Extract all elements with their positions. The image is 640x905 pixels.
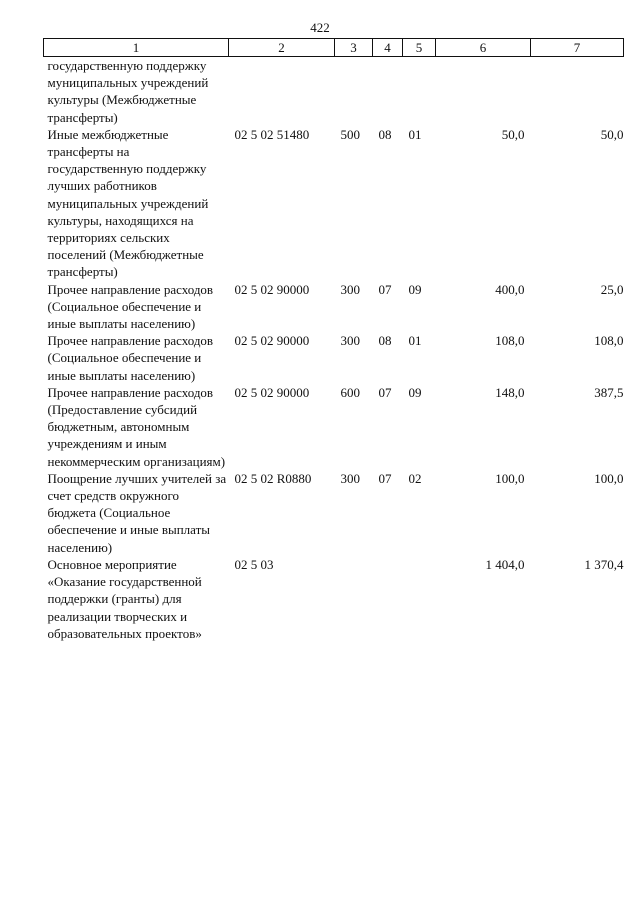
row-col-5: 01 xyxy=(408,333,422,349)
row-col-6: 1 404,0 xyxy=(485,556,525,572)
row-col-3 xyxy=(335,57,373,126)
row-col-5 xyxy=(403,556,436,642)
header-col-1: 1 xyxy=(44,39,229,57)
row-code: 02 5 02 90000 xyxy=(234,333,310,349)
row-col-4: 07 xyxy=(378,384,392,400)
table-row xyxy=(44,332,624,384)
row-col-4: 07 xyxy=(378,470,392,486)
row-col-3: 300 xyxy=(340,281,360,297)
table-row xyxy=(44,556,624,642)
row-code: 02 5 03 xyxy=(234,556,274,572)
row-col-4: 08 xyxy=(378,126,392,142)
row-col-7 xyxy=(531,57,624,126)
table-row xyxy=(44,57,624,126)
row-code: 02 5 02 R0880 xyxy=(234,470,312,486)
row-col-6: 100,0 xyxy=(495,470,525,486)
row-col-4 xyxy=(373,556,403,642)
table-row xyxy=(44,126,624,281)
row-name: Прочее направление расходов (Социальное обеспечение и иные выплаты населению) xyxy=(47,333,214,383)
row-col-6: 50,0 xyxy=(501,126,525,142)
row-col-7: 108,0 xyxy=(594,333,624,349)
row-code xyxy=(229,57,335,126)
row-col-7: 1 370,4 xyxy=(584,556,624,572)
row-col-7: 25,0 xyxy=(600,281,624,297)
row-col-3: 500 xyxy=(340,126,360,142)
row-col-5 xyxy=(403,57,436,126)
row-col-6: 108,0 xyxy=(495,333,525,349)
header-col-2: 2 xyxy=(229,39,335,57)
row-col-7: 50,0 xyxy=(600,126,624,142)
row-col-6: 400,0 xyxy=(495,281,525,297)
table-row xyxy=(44,470,624,556)
header-col-7: 7 xyxy=(531,39,624,57)
page-number: 422 xyxy=(310,20,330,35)
header-col-4: 4 xyxy=(373,39,403,57)
row-col-7: 100,0 xyxy=(594,470,624,486)
row-name: Прочее направление расходов (Социальное обеспечение и иные выплаты населению) xyxy=(47,281,214,332)
header-col-5: 5 xyxy=(403,39,436,57)
row-col-3 xyxy=(335,556,373,642)
row-code: 02 5 02 90000 xyxy=(234,384,310,400)
row-name: Иные межбюджетные трансферты на государственную поддержку лучших работников муниципальных учреждений культуры, находящихся на территориях сельских поселений (Межбюджетные трансферты) xyxy=(47,126,209,280)
row-col-6 xyxy=(436,57,531,126)
row-col-4: 07 xyxy=(378,281,392,297)
row-col-4 xyxy=(373,57,403,126)
row-name: Основное мероприятие «Оказание государственной поддержки (гранты) для реализации творческих и образовательных проектов» xyxy=(47,556,202,641)
row-col-4: 08 xyxy=(378,333,392,349)
row-col-5: 01 xyxy=(408,126,422,142)
table-row xyxy=(44,281,624,333)
row-name: государственную поддержку муниципальных учреждений культуры (Межбюджетные трансферты) xyxy=(47,58,209,125)
header-col-6: 6 xyxy=(436,39,531,57)
row-name: Поощрение лучших учителей за счет средств окружного бюджета (Социальное обеспечение и иные выплаты населению) xyxy=(47,470,227,555)
header-col-3: 3 xyxy=(335,39,373,57)
row-col-5: 09 xyxy=(408,281,422,297)
header-row xyxy=(44,39,624,57)
row-col-5: 09 xyxy=(408,384,422,400)
budget-table xyxy=(43,38,624,642)
row-col-3: 300 xyxy=(340,333,360,349)
row-name: Прочее направление расходов (Предоставление субсидий бюджетным, автономным учреждениям и иным некоммерческим организациям) xyxy=(47,384,226,469)
row-col-7: 387,5 xyxy=(594,384,624,400)
row-col-5: 02 xyxy=(408,470,422,486)
row-col-3: 300 xyxy=(340,470,360,486)
row-code: 02 5 02 51480 xyxy=(234,126,310,142)
table-row xyxy=(44,384,624,470)
row-col-3: 600 xyxy=(340,384,360,400)
row-col-6: 148,0 xyxy=(495,384,525,400)
row-code: 02 5 02 90000 xyxy=(234,281,310,297)
